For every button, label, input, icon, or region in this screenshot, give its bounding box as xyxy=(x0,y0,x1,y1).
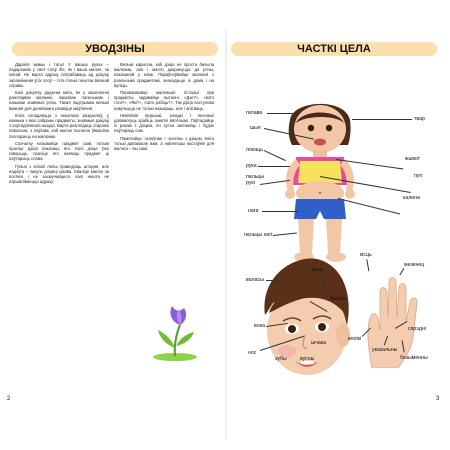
label-eyebrows: бровы xyxy=(330,296,346,302)
label-eye: вока xyxy=(254,323,265,329)
left-page-title: УВОДЗІНЫ xyxy=(85,43,145,55)
page-number-right: 3 xyxy=(436,396,440,402)
left-column-2 xyxy=(114,62,214,322)
pointer-line xyxy=(267,113,295,114)
label-hand: кісць xyxy=(360,252,372,258)
hand-closeup-photo xyxy=(358,268,428,368)
pointer-line xyxy=(258,166,290,167)
paragraph: Памятайце: галоўнае – зносіны з дзіцем. Кніга толькі дапамагае вам, а найлепшы настаўнік для малога – вы самі. xyxy=(114,135,214,152)
label-head: галава xyxy=(246,110,263,116)
label-teeth: зубы xyxy=(275,356,287,362)
label-index-finger: указальны xyxy=(372,347,398,353)
paragraph: Спачатку называйце прадмет самі, потым прасіце дзіця паказаць яго. Калі дзіця ўжо гаворыць, прасіце яго назваць прадмет ці паўтарыць слова. xyxy=(9,140,109,162)
label-belly: жывот xyxy=(405,156,421,162)
label-elbow: локаць xyxy=(246,147,263,153)
label-thumb: вялікі xyxy=(348,336,362,342)
label-cheek: шчака xyxy=(311,340,327,346)
label-nose: нос xyxy=(248,350,257,356)
paragraph: Пераказвайце маленькія гісторыі пра прадметы, задавайце пытанні: «Дзе?», «Што гэта?», «Які?», «Што робіць?». Так дзіця паступова навучыцца не толькі называць, але і апісваць. xyxy=(114,90,214,111)
label-arm: рука xyxy=(246,163,257,169)
label-neck: шыя xyxy=(250,125,261,131)
label-ear: вуха xyxy=(312,267,323,273)
paragraph: Невялікія вершыкі, загадкі і песенькі дапамогуць зрабіць заняткі вясёлымі. Паўтарайце іх разам з дзіцем, ён хутка запомніць і будзе паўтараць сам. xyxy=(114,112,214,134)
label-fingers: пальцы рукі xyxy=(246,174,265,186)
page-number-left: 2 xyxy=(7,396,11,402)
label-navel: пуп xyxy=(414,173,423,179)
right-page-title: ЧАСТКІ ЦЕЛА xyxy=(297,43,371,55)
left-page-header xyxy=(12,42,218,56)
label-knee: калена xyxy=(403,195,420,201)
pointer-line xyxy=(266,280,284,281)
label-ring-finger: безыменны xyxy=(400,355,428,361)
label-face: твар xyxy=(414,116,425,122)
paragraph: Калі дзіцятку дадзена кніга, ён у захапленні разглядвае малюнкі, паказвае пальчыкам і называе знаёмыя рэчы. Такая падтрымка вельмі важная для далейшага развіцця маўлення. xyxy=(9,90,109,111)
label-lips: вусны xyxy=(300,356,315,362)
label-hair: валасы xyxy=(246,277,264,283)
label-middle-finger: сярэдні xyxy=(408,326,426,332)
left-column-1 xyxy=(9,62,109,400)
right-page-header xyxy=(231,42,437,56)
paragraph: Вельмі карысна, каб дзіця не проста бачыла малюнак, але і магло дакрануцца да рэчы, паказанай у кнізе. Параўноўвайце малюнкі з рэальнымі прадметамі, знаходзьце іх дома і на вуліцы. xyxy=(114,62,214,88)
paragraph: Кніга складаецца з некалькіх раздзелаў, у кожным з якіх сабраны прадметы, знаёмыя дзіцяці з паўсядзённага жыцця. Варта разглядаць старонкі павольна, з паўзамі, каб малое паспела ўважліва паглядзець на малюнак. xyxy=(9,112,109,139)
book-spine xyxy=(225,30,227,440)
pointer-line xyxy=(262,211,298,212)
label-leg: нага xyxy=(248,208,259,214)
pointer-line xyxy=(352,119,412,120)
label-toes: пальцы нагі xyxy=(244,232,273,238)
flower-illustration xyxy=(150,300,200,362)
label-pinky: мезенец xyxy=(404,262,425,268)
paragraph: Дарагія мамы і таты! У вашых руках – падарожнік у свет слоў. Ён, як і ваша малое, за кнігай. Не варта адразу патрабаваць ад дзіцяці запамінання ўсіх слоў – гэта толькі пачатак вялікай справы. xyxy=(9,62,109,88)
paragraph: Гульні з кнігай лепш праводзіць штодня, але нядоўга – пакуль дзіцяці цікава. Хваліце малое за поспехі і не засмучайцеся, калі нешта не атрымліваецца адразу. xyxy=(9,163,109,185)
face-closeup-photo xyxy=(255,255,355,385)
